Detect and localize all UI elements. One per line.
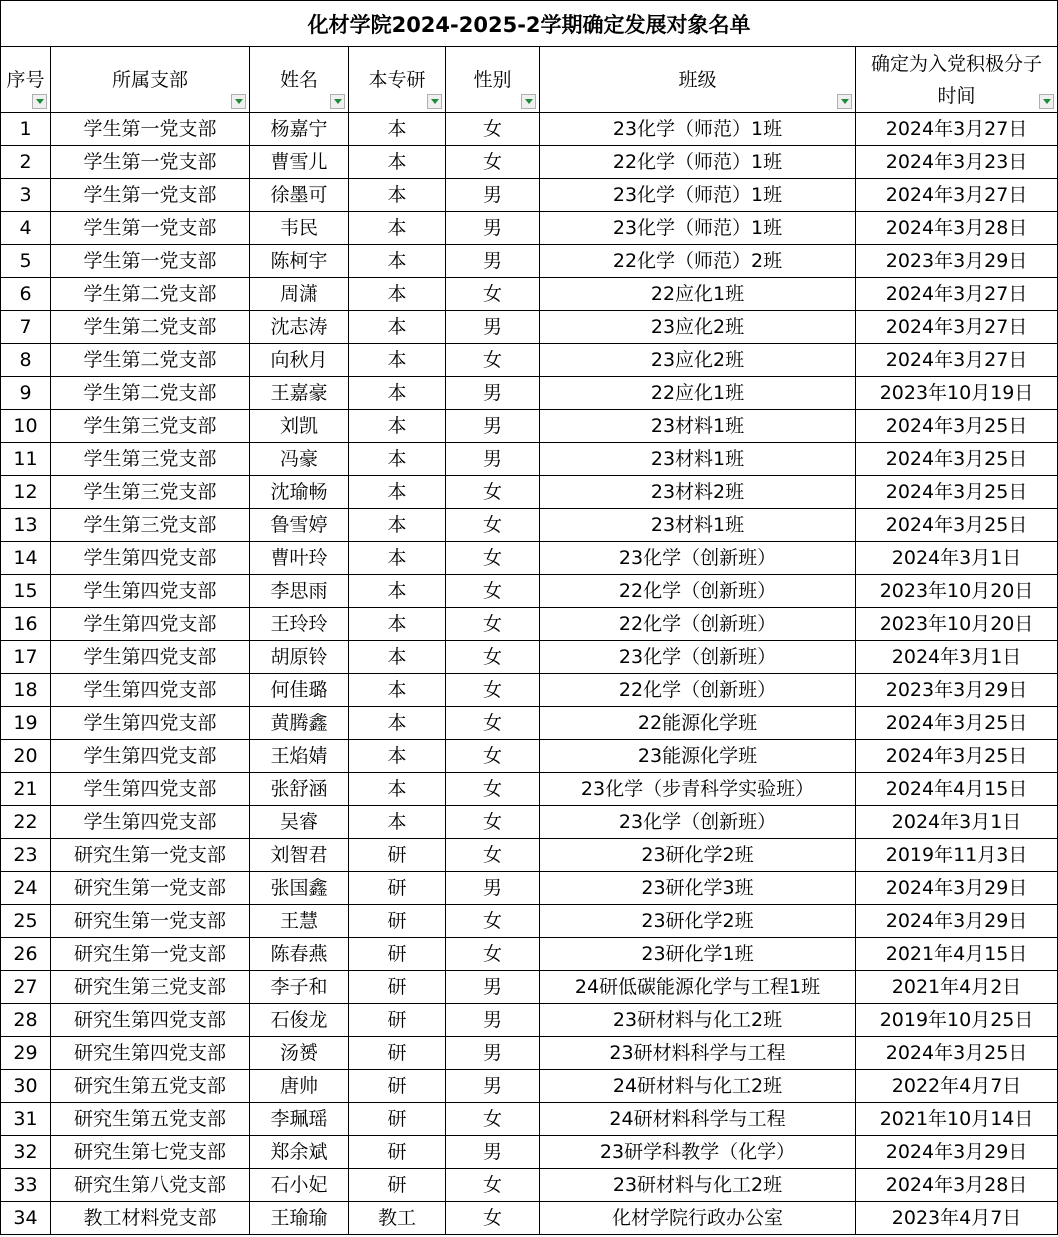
- table-row: [1, 707, 1058, 740]
- table-row: [1, 179, 1058, 212]
- cell-seq[interactable]: 3: [1, 179, 51, 212]
- cell-seq[interactable]: 19: [1, 707, 51, 740]
- cell-name[interactable]: 何佳璐: [250, 674, 349, 707]
- cell-gender[interactable]: 男: [446, 971, 540, 1004]
- cell-seq[interactable]: 33: [1, 1169, 51, 1202]
- cell-class[interactable]: 23能源化学班: [540, 740, 856, 773]
- header-class-label: 班级: [678, 68, 717, 91]
- cell-level[interactable]: 研: [349, 1070, 446, 1103]
- cell-date[interactable]: 2024年3月25日: [856, 410, 1058, 443]
- cell-name[interactable]: 沈志涛: [250, 311, 349, 344]
- cell-date[interactable]: 2024年3月1日: [856, 542, 1058, 575]
- cell-date[interactable]: 2019年10月25日: [856, 1004, 1058, 1037]
- cell-level[interactable]: 本: [349, 806, 446, 839]
- cell-level[interactable]: 本: [349, 773, 446, 806]
- cell-class[interactable]: 22应化1班: [540, 278, 856, 311]
- cell-branch[interactable]: 研究生第五党支部: [51, 1103, 250, 1136]
- table-row: [1, 1037, 1058, 1070]
- cell-name[interactable]: 胡原铃: [250, 641, 349, 674]
- cell-seq[interactable]: 6: [1, 278, 51, 311]
- cell-level[interactable]: 本: [349, 278, 446, 311]
- cell-seq[interactable]: 17: [1, 641, 51, 674]
- header-gender-label: 性别: [473, 68, 512, 91]
- cell-gender[interactable]: 女: [446, 575, 540, 608]
- cell-branch[interactable]: 研究生第四党支部: [51, 1037, 250, 1070]
- header-branch-label: 所属支部: [111, 68, 188, 91]
- cell-gender[interactable]: 女: [446, 542, 540, 575]
- table-row: [1, 113, 1058, 146]
- cell-seq[interactable]: 4: [1, 212, 51, 245]
- cell-branch[interactable]: 学生第一党支部: [51, 179, 250, 212]
- cell-branch[interactable]: 学生第三党支部: [51, 509, 250, 542]
- cell-branch[interactable]: 学生第四党支部: [51, 773, 250, 806]
- cell-level[interactable]: 本: [349, 575, 446, 608]
- cell-date[interactable]: 2024年3月25日: [856, 476, 1058, 509]
- cell-seq[interactable]: 32: [1, 1136, 51, 1169]
- cell-name[interactable]: 石小妃: [250, 1169, 349, 1202]
- cell-class[interactable]: 23研材料与化工2班: [540, 1169, 856, 1202]
- cell-level[interactable]: 本: [349, 377, 446, 410]
- cell-level[interactable]: 本: [349, 245, 446, 278]
- table-row: [1, 212, 1058, 245]
- cell-class[interactable]: 23研学科教学（化学）: [540, 1136, 856, 1169]
- cell-name[interactable]: 张舒涵: [250, 773, 349, 806]
- cell-seq[interactable]: 21: [1, 773, 51, 806]
- header-row: [1, 47, 1058, 113]
- cell-seq[interactable]: 34: [1, 1202, 51, 1235]
- cell-branch[interactable]: 研究生第八党支部: [51, 1169, 250, 1202]
- cell-class[interactable]: 23研材料科学与工程: [540, 1037, 856, 1070]
- cell-class[interactable]: 22化学（创新班）: [540, 575, 856, 608]
- header-gender: [446, 47, 540, 113]
- cell-class[interactable]: 23化学（步青科学实验班）: [540, 773, 856, 806]
- cell-date[interactable]: 2024年3月28日: [856, 1169, 1058, 1202]
- cell-level[interactable]: 本: [349, 674, 446, 707]
- cell-gender[interactable]: 女: [446, 674, 540, 707]
- cell-level[interactable]: 本: [349, 443, 446, 476]
- cell-class[interactable]: 23化学（创新班）: [540, 542, 856, 575]
- cell-level[interactable]: 研: [349, 1037, 446, 1070]
- cell-class[interactable]: 23化学（师范）1班: [540, 212, 856, 245]
- cell-gender[interactable]: 男: [446, 245, 540, 278]
- cell-name[interactable]: 李珮瑶: [250, 1103, 349, 1136]
- cell-gender[interactable]: 男: [446, 1037, 540, 1070]
- cell-class[interactable]: 22能源化学班: [540, 707, 856, 740]
- cell-seq[interactable]: 5: [1, 245, 51, 278]
- cell-gender[interactable]: 女: [446, 740, 540, 773]
- cell-name[interactable]: 徐墨可: [250, 179, 349, 212]
- cell-level[interactable]: 本: [349, 476, 446, 509]
- cell-class[interactable]: 23研化学2班: [540, 839, 856, 872]
- table-row: [1, 839, 1058, 872]
- cell-gender[interactable]: 女: [446, 905, 540, 938]
- cell-gender[interactable]: 女: [446, 806, 540, 839]
- cell-branch[interactable]: 教工材料党支部: [51, 1202, 250, 1235]
- cell-level[interactable]: 本: [349, 707, 446, 740]
- header-branch: [51, 47, 250, 113]
- cell-branch[interactable]: 学生第三党支部: [51, 410, 250, 443]
- cell-level[interactable]: 研: [349, 938, 446, 971]
- table-row: [1, 806, 1058, 839]
- cell-name[interactable]: 周潇: [250, 278, 349, 311]
- cell-name[interactable]: 刘凯: [250, 410, 349, 443]
- cell-branch[interactable]: 研究生第四党支部: [51, 1004, 250, 1037]
- cell-name[interactable]: 曹雪儿: [250, 146, 349, 179]
- header-seq: [1, 47, 51, 113]
- table-body: [1, 113, 1058, 1235]
- cell-seq[interactable]: 1: [1, 113, 51, 146]
- cell-branch[interactable]: 学生第一党支部: [51, 113, 250, 146]
- filter-dropdown-icon[interactable]: [330, 94, 345, 109]
- cell-branch[interactable]: 学生第四党支部: [51, 740, 250, 773]
- table-row: [1, 773, 1058, 806]
- cell-gender[interactable]: 女: [446, 509, 540, 542]
- cell-branch[interactable]: 研究生第一党支部: [51, 839, 250, 872]
- table-row: [1, 278, 1058, 311]
- cell-class[interactable]: 22化学（创新班）: [540, 674, 856, 707]
- cell-name[interactable]: 李思雨: [250, 575, 349, 608]
- header-name-label: 姓名: [279, 68, 318, 91]
- filter-dropdown-icon[interactable]: [837, 94, 852, 109]
- cell-branch[interactable]: 学生第四党支部: [51, 575, 250, 608]
- cell-date[interactable]: 2021年4月2日: [856, 971, 1058, 1004]
- header-date: [856, 47, 1058, 113]
- cell-date[interactable]: 2021年10月14日: [856, 1103, 1058, 1136]
- cell-level[interactable]: 本: [349, 542, 446, 575]
- cell-date[interactable]: 2019年11月3日: [856, 839, 1058, 872]
- cell-class[interactable]: 23研材料与化工2班: [540, 1004, 856, 1037]
- cell-gender[interactable]: 女: [446, 1103, 540, 1136]
- cell-seq[interactable]: 29: [1, 1037, 51, 1070]
- cell-class[interactable]: 23研化学3班: [540, 872, 856, 905]
- cell-branch[interactable]: 学生第二党支部: [51, 377, 250, 410]
- cell-level[interactable]: 研: [349, 1169, 446, 1202]
- table-row: [1, 377, 1058, 410]
- header-seq-label: 序号: [6, 68, 45, 91]
- table-row: [1, 740, 1058, 773]
- table-row: [1, 971, 1058, 1004]
- table-row: [1, 509, 1058, 542]
- cell-name[interactable]: 曹叶玲: [250, 542, 349, 575]
- cell-name[interactable]: 刘智君: [250, 839, 349, 872]
- cell-class[interactable]: 23应化2班: [540, 344, 856, 377]
- cell-branch[interactable]: 学生第一党支部: [51, 212, 250, 245]
- cell-gender[interactable]: 男: [446, 443, 540, 476]
- table-row: [1, 575, 1058, 608]
- cell-class[interactable]: 22化学（师范）2班: [540, 245, 856, 278]
- cell-date[interactable]: 2024年3月27日: [856, 113, 1058, 146]
- cell-seq[interactable]: 23: [1, 839, 51, 872]
- cell-date[interactable]: 2024年3月25日: [856, 707, 1058, 740]
- cell-seq[interactable]: 22: [1, 806, 51, 839]
- cell-name[interactable]: 王慧: [250, 905, 349, 938]
- cell-date[interactable]: 2024年3月29日: [856, 872, 1058, 905]
- cell-name[interactable]: 鲁雪婷: [250, 509, 349, 542]
- cell-date[interactable]: 2024年3月1日: [856, 641, 1058, 674]
- cell-level[interactable]: 本: [349, 344, 446, 377]
- cell-name[interactable]: 陈春燕: [250, 938, 349, 971]
- cell-level[interactable]: 研: [349, 1136, 446, 1169]
- cell-gender[interactable]: 女: [446, 938, 540, 971]
- cell-branch[interactable]: 研究生第三党支部: [51, 971, 250, 1004]
- cell-level[interactable]: 本: [349, 146, 446, 179]
- table-row: [1, 410, 1058, 443]
- cell-level[interactable]: 教工: [349, 1202, 446, 1235]
- cell-gender[interactable]: 女: [446, 707, 540, 740]
- cell-branch[interactable]: 研究生第一党支部: [51, 938, 250, 971]
- cell-gender[interactable]: 女: [446, 113, 540, 146]
- cell-level[interactable]: 本: [349, 212, 446, 245]
- cell-seq[interactable]: 2: [1, 146, 51, 179]
- cell-level[interactable]: 研: [349, 1004, 446, 1037]
- cell-branch[interactable]: 学生第三党支部: [51, 476, 250, 509]
- cell-gender[interactable]: 女: [446, 608, 540, 641]
- table-row: [1, 641, 1058, 674]
- cell-name[interactable]: 冯豪: [250, 443, 349, 476]
- cell-level[interactable]: 研: [349, 872, 446, 905]
- cell-seq[interactable]: 18: [1, 674, 51, 707]
- cell-seq[interactable]: 27: [1, 971, 51, 1004]
- cell-level[interactable]: 研: [349, 839, 446, 872]
- cell-level[interactable]: 本: [349, 509, 446, 542]
- table-row: [1, 608, 1058, 641]
- table-row: [1, 938, 1058, 971]
- table-row: [1, 443, 1058, 476]
- cell-branch[interactable]: 学生第一党支部: [51, 146, 250, 179]
- cell-level[interactable]: 本: [349, 113, 446, 146]
- cell-level[interactable]: 本: [349, 641, 446, 674]
- cell-branch[interactable]: 学生第四党支部: [51, 641, 250, 674]
- cell-class[interactable]: 23研化学1班: [540, 938, 856, 971]
- cell-seq[interactable]: 9: [1, 377, 51, 410]
- cell-gender[interactable]: 男: [446, 1004, 540, 1037]
- cell-name[interactable]: 向秋月: [250, 344, 349, 377]
- cell-class[interactable]: 23材料1班: [540, 443, 856, 476]
- cell-date[interactable]: 2022年4月7日: [856, 1070, 1058, 1103]
- table-row: [1, 1070, 1058, 1103]
- header-level-label: 本专研: [368, 68, 426, 91]
- cell-seq[interactable]: 26: [1, 938, 51, 971]
- filter-dropdown-icon[interactable]: [32, 94, 47, 109]
- cell-seq[interactable]: 20: [1, 740, 51, 773]
- cell-seq[interactable]: 25: [1, 905, 51, 938]
- table-row: [1, 905, 1058, 938]
- table-row: [1, 311, 1058, 344]
- cell-seq[interactable]: 15: [1, 575, 51, 608]
- cell-name[interactable]: 石俊龙: [250, 1004, 349, 1037]
- table-row: [1, 1004, 1058, 1037]
- cell-branch[interactable]: 学生第四党支部: [51, 806, 250, 839]
- filter-dropdown-icon[interactable]: [427, 94, 442, 109]
- cell-class[interactable]: 24研低碳能源化学与工程1班: [540, 971, 856, 1004]
- cell-class[interactable]: 22化学（师范）1班: [540, 146, 856, 179]
- cell-gender[interactable]: 女: [446, 641, 540, 674]
- cell-class[interactable]: 23材料1班: [540, 410, 856, 443]
- header-name: [250, 47, 349, 113]
- cell-branch[interactable]: 学生第四党支部: [51, 608, 250, 641]
- cell-branch[interactable]: 学生第四党支部: [51, 674, 250, 707]
- cell-branch[interactable]: 研究生第一党支部: [51, 905, 250, 938]
- cell-seq[interactable]: 24: [1, 872, 51, 905]
- cell-gender[interactable]: 女: [446, 146, 540, 179]
- header-class: [540, 47, 856, 113]
- cell-seq[interactable]: 12: [1, 476, 51, 509]
- cell-gender[interactable]: 男: [446, 1136, 540, 1169]
- filter-dropdown-icon[interactable]: [231, 94, 246, 109]
- cell-branch[interactable]: 学生第三党支部: [51, 443, 250, 476]
- cell-gender[interactable]: 女: [446, 1169, 540, 1202]
- cell-branch[interactable]: 学生第四党支部: [51, 707, 250, 740]
- table-row: [1, 146, 1058, 179]
- header-date-label: 确定为入党积极分子时间: [871, 52, 1043, 107]
- cell-name[interactable]: 张国鑫: [250, 872, 349, 905]
- cell-date[interactable]: 2024年3月25日: [856, 740, 1058, 773]
- filter-dropdown-icon[interactable]: [521, 94, 536, 109]
- cell-seq[interactable]: 31: [1, 1103, 51, 1136]
- cell-name[interactable]: 沈瑜畅: [250, 476, 349, 509]
- cell-gender[interactable]: 男: [446, 410, 540, 443]
- cell-date[interactable]: 2023年4月7日: [856, 1202, 1058, 1235]
- cell-date[interactable]: 2024年3月27日: [856, 344, 1058, 377]
- cell-class[interactable]: 22应化1班: [540, 377, 856, 410]
- cell-seq[interactable]: 8: [1, 344, 51, 377]
- cell-branch[interactable]: 研究生第七党支部: [51, 1136, 250, 1169]
- cell-date[interactable]: 2024年3月25日: [856, 1037, 1058, 1070]
- cell-level[interactable]: 研: [349, 971, 446, 1004]
- cell-class[interactable]: 23化学（师范）1班: [540, 113, 856, 146]
- cell-date[interactable]: 2024年3月29日: [856, 1136, 1058, 1169]
- cell-class[interactable]: 22化学（创新班）: [540, 608, 856, 641]
- table-row: [1, 1103, 1058, 1136]
- cell-level[interactable]: 本: [349, 179, 446, 212]
- cell-name[interactable]: 吴睿: [250, 806, 349, 839]
- cell-branch[interactable]: 学生第二党支部: [51, 278, 250, 311]
- cell-level[interactable]: 本: [349, 608, 446, 641]
- table-row: [1, 344, 1058, 377]
- table-row: [1, 245, 1058, 278]
- cell-class[interactable]: 23化学（创新班）: [540, 806, 856, 839]
- cell-name[interactable]: 黄腾鑫: [250, 707, 349, 740]
- cell-seq[interactable]: 11: [1, 443, 51, 476]
- cell-level[interactable]: 本: [349, 740, 446, 773]
- cell-level[interactable]: 本: [349, 311, 446, 344]
- cell-branch[interactable]: 学生第二党支部: [51, 311, 250, 344]
- cell-seq[interactable]: 14: [1, 542, 51, 575]
- cell-level[interactable]: 本: [349, 410, 446, 443]
- cell-date[interactable]: 2023年10月19日: [856, 377, 1058, 410]
- cell-name[interactable]: 王嘉豪: [250, 377, 349, 410]
- cell-date[interactable]: 2023年3月29日: [856, 674, 1058, 707]
- cell-date[interactable]: 2023年3月29日: [856, 245, 1058, 278]
- table-row: [1, 1169, 1058, 1202]
- cell-branch[interactable]: 学生第四党支部: [51, 542, 250, 575]
- cell-date[interactable]: 2024年3月25日: [856, 509, 1058, 542]
- cell-date[interactable]: 2024年3月29日: [856, 905, 1058, 938]
- cell-class[interactable]: 23材料2班: [540, 476, 856, 509]
- cell-seq[interactable]: 7: [1, 311, 51, 344]
- table-row: [1, 476, 1058, 509]
- cell-class[interactable]: 23研化学2班: [540, 905, 856, 938]
- cell-level[interactable]: 研: [349, 1103, 446, 1136]
- cell-date[interactable]: 2023年10月20日: [856, 608, 1058, 641]
- cell-seq[interactable]: 28: [1, 1004, 51, 1037]
- cell-name[interactable]: 杨嘉宁: [250, 113, 349, 146]
- cell-gender[interactable]: 男: [446, 377, 540, 410]
- table-row: [1, 872, 1058, 905]
- cell-date[interactable]: 2024年3月27日: [856, 311, 1058, 344]
- cell-branch[interactable]: 研究生第五党支部: [51, 1070, 250, 1103]
- cell-branch[interactable]: 研究生第一党支部: [51, 872, 250, 905]
- cell-gender[interactable]: 女: [446, 344, 540, 377]
- cell-date[interactable]: 2024年3月25日: [856, 443, 1058, 476]
- table-row: [1, 1202, 1058, 1235]
- cell-date[interactable]: 2024年3月1日: [856, 806, 1058, 839]
- cell-name[interactable]: 汤赟: [250, 1037, 349, 1070]
- cell-class[interactable]: 23化学（创新班）: [540, 641, 856, 674]
- cell-seq[interactable]: 16: [1, 608, 51, 641]
- cell-name[interactable]: 韦民: [250, 212, 349, 245]
- cell-name[interactable]: 唐帅: [250, 1070, 349, 1103]
- cell-name[interactable]: 王玲玲: [250, 608, 349, 641]
- cell-gender[interactable]: 男: [446, 872, 540, 905]
- cell-class[interactable]: 23应化2班: [540, 311, 856, 344]
- cell-gender[interactable]: 男: [446, 311, 540, 344]
- filter-dropdown-icon[interactable]: [1039, 94, 1054, 109]
- cell-date[interactable]: 2023年10月20日: [856, 575, 1058, 608]
- cell-gender[interactable]: 女: [446, 773, 540, 806]
- cell-gender[interactable]: 女: [446, 1202, 540, 1235]
- cell-class[interactable]: 24研材料科学与工程: [540, 1103, 856, 1136]
- cell-name[interactable]: 陈柯宇: [250, 245, 349, 278]
- cell-name[interactable]: 王瑜瑜: [250, 1202, 349, 1235]
- table-row: [1, 1136, 1058, 1169]
- cell-seq[interactable]: 10: [1, 410, 51, 443]
- cell-seq[interactable]: 30: [1, 1070, 51, 1103]
- cell-branch[interactable]: 学生第一党支部: [51, 245, 250, 278]
- cell-gender[interactable]: 女: [446, 476, 540, 509]
- cell-date[interactable]: 2024年4月15日: [856, 773, 1058, 806]
- cell-branch[interactable]: 学生第二党支部: [51, 344, 250, 377]
- table-row: [1, 674, 1058, 707]
- cell-date[interactable]: 2024年3月27日: [856, 179, 1058, 212]
- cell-gender[interactable]: 女: [446, 278, 540, 311]
- cell-date[interactable]: 2024年3月28日: [856, 212, 1058, 245]
- cell-class[interactable]: 23材料1班: [540, 509, 856, 542]
- cell-seq[interactable]: 13: [1, 509, 51, 542]
- cell-name[interactable]: 李子和: [250, 971, 349, 1004]
- cell-gender[interactable]: 男: [446, 212, 540, 245]
- cell-name[interactable]: 郑余斌: [250, 1136, 349, 1169]
- cell-class[interactable]: 24研材料与化工2班: [540, 1070, 856, 1103]
- cell-date[interactable]: 2024年3月23日: [856, 146, 1058, 179]
- cell-class[interactable]: 23化学（师范）1班: [540, 179, 856, 212]
- table-row: [1, 542, 1058, 575]
- cell-date[interactable]: 2021年4月15日: [856, 938, 1058, 971]
- cell-name[interactable]: 王焰婧: [250, 740, 349, 773]
- table-title: 化材学院2024-2025-2学期确定发展对象名单: [1, 1, 1058, 47]
- cell-gender[interactable]: 男: [446, 179, 540, 212]
- cell-gender[interactable]: 女: [446, 839, 540, 872]
- cell-date[interactable]: 2024年3月27日: [856, 278, 1058, 311]
- cell-gender[interactable]: 男: [446, 1070, 540, 1103]
- cell-level[interactable]: 研: [349, 905, 446, 938]
- cell-class[interactable]: 化材学院行政办公室: [540, 1202, 856, 1235]
- header-level: [349, 47, 446, 113]
